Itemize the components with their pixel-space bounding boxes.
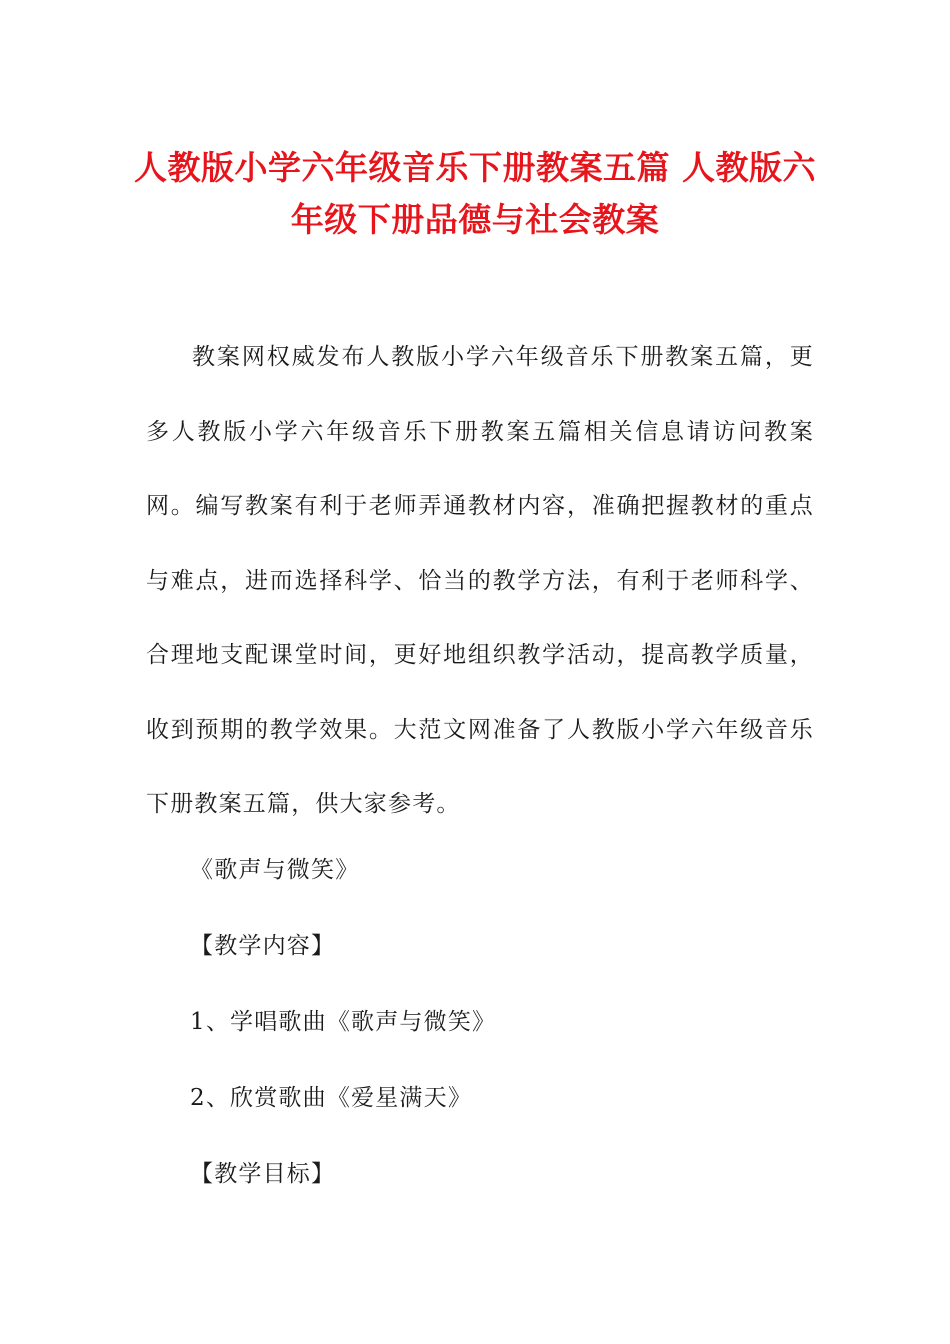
- intro-paragraph: 教案网权威发布人教版小学六年级音乐下册教案五篇，更多人教版小学六年级音乐下册教案五篇相关信息请访问教案网。编写教案有利于老师弄通教材内容，准确把握教材的重点与难点，进而选择科学、恰当的教学方法，有利于老师科学、合理地支配课堂时间，更好地组织教学活动，提高教学质量，收到预期的教学效果。大范文网准备了人教版小学六年级音乐下册教案五篇，供大家参考。: [146, 344, 814, 817]
- section-heading-content: 【教学内容】: [190, 933, 336, 959]
- document-title: 人教版小学六年级音乐下册教案五篇 人教版六年级下册品德与社会教案: [134, 148, 816, 239]
- content-item-1: 1、学唱歌曲《歌声与微笑》: [190, 1009, 497, 1035]
- section-heading-goals: 【教学目标】: [190, 1161, 336, 1187]
- section-song-title: 《歌声与微笑》: [190, 857, 360, 883]
- content-item-2: 2、欣赏歌曲《爱星满天》: [190, 1085, 473, 1111]
